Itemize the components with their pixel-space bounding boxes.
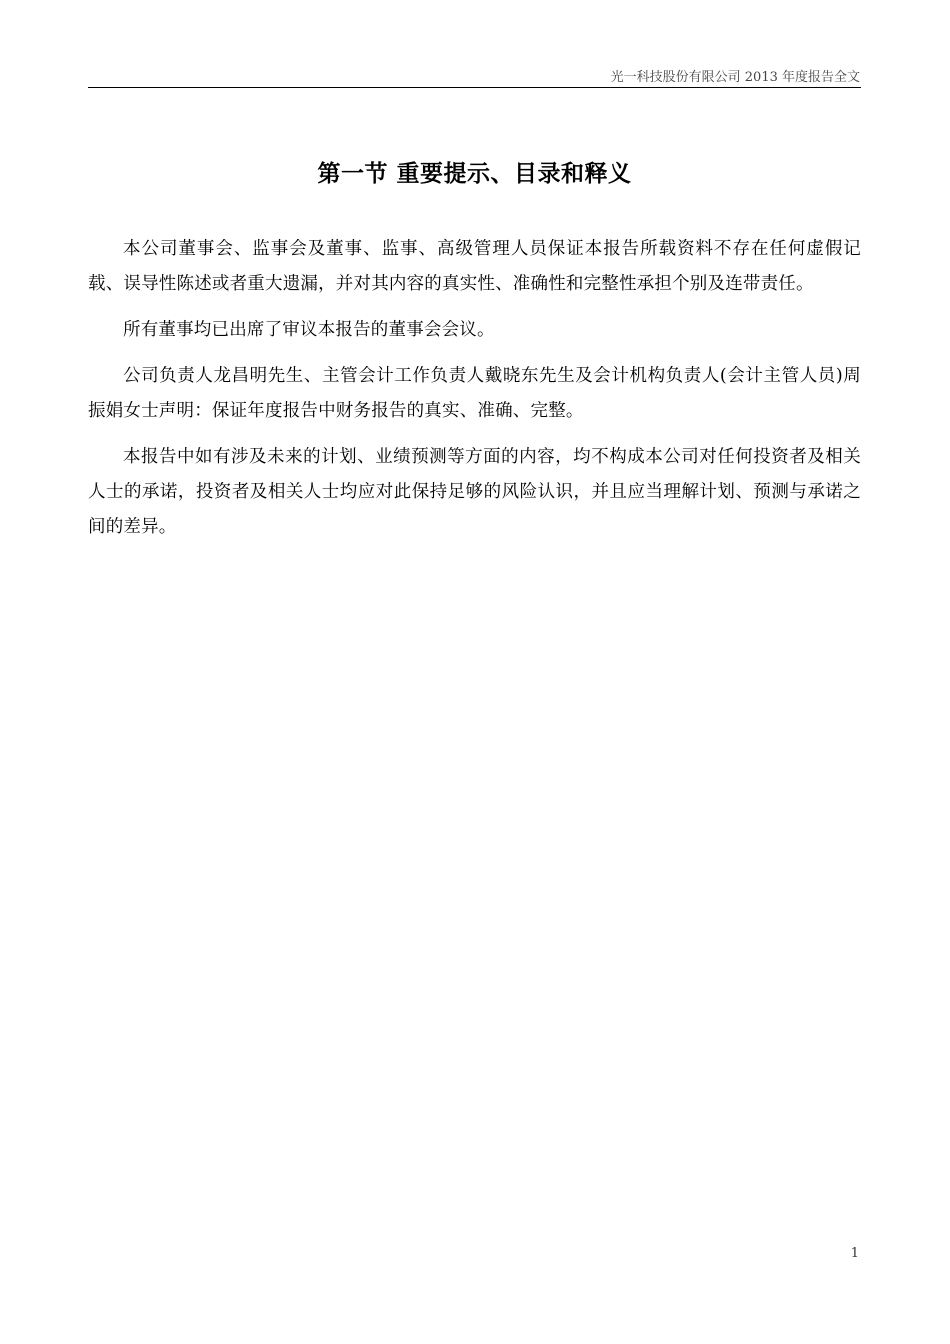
header-divider	[88, 87, 861, 88]
paragraph-financial-declaration: 公司负责人龙昌明先生、主管会计工作负责人戴晓东先生及会计机构负责人(会计主管人员)周振娟女士声明：保证年度报告中财务报告的真实、准确、完整。	[88, 366, 861, 421]
paragraph-forward-looking-disclaimer: 本报告中如有涉及未来的计划、业绩预测等方面的内容，均不构成本公司对任何投资者及相关人士的承诺，投资者及相关人士均应对此保持足够的风险认识，并且应当理解计划、预测与承诺之间的差异。	[88, 447, 861, 537]
page-number: 1	[850, 1246, 859, 1261]
paragraph-responsibility-statement: 本公司董事会、监事会及董事、监事、高级管理人员保证本报告所载资料不存在任何虚假记载、误导性陈述或者重大遗漏，并对其内容的真实性、准确性和完整性承担个别及连带责任。	[88, 239, 861, 294]
paragraph-board-attendance: 所有董事均已出席了审议本报告的董事会会议。	[123, 320, 495, 340]
section-title: 第一节 重要提示、目录和释义	[317, 160, 632, 187]
body-text	[88, 232, 861, 556]
running-header: 光一科技股份有限公司 2013 年度报告全文	[610, 70, 860, 85]
